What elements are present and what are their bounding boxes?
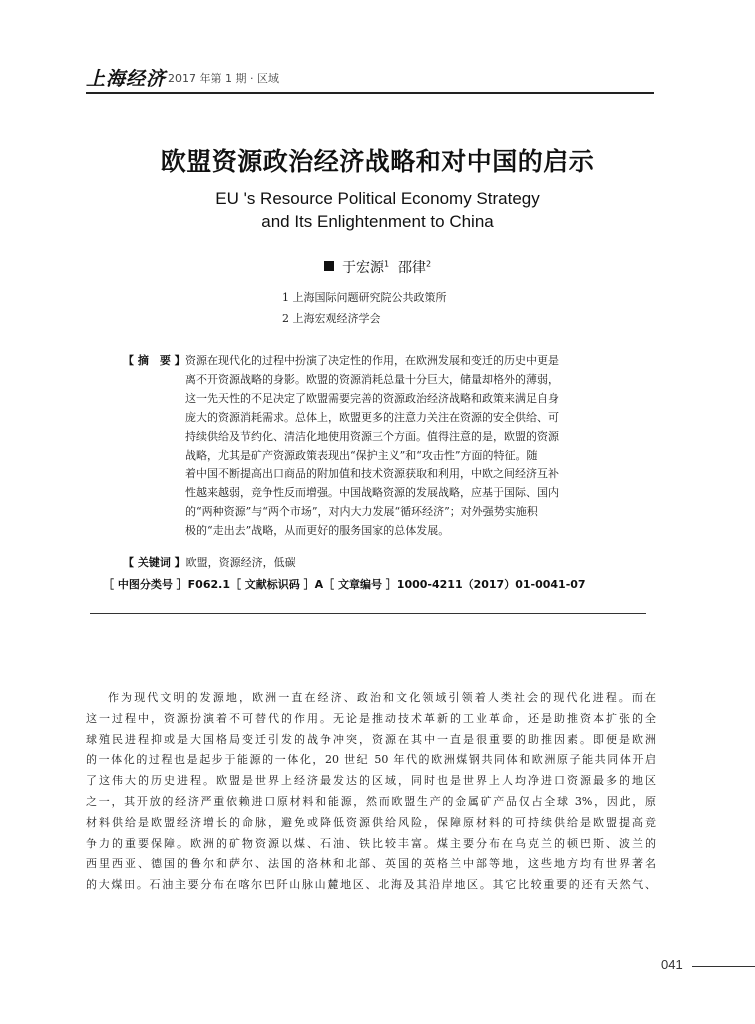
keywords — [123, 554, 296, 570]
body-line: 西里西亚、德国的鲁尔和萨尔、法国的洛林和北部、英国的英格兰中部等地，这些地方均有世界著名 — [86, 857, 656, 871]
body-line: 这一过程中，资源扮演着不可替代的作用。无论是推动技术革新的工业革命，还是助推资本扩张的全 — [86, 711, 656, 725]
abstract-line: 性越来越弱，竞争性反而增强。中国战略资源的发展战略，应基于国际、国内 — [185, 486, 559, 500]
title-english-line-2: and Its Enlightenment to China — [261, 212, 494, 231]
affiliation-1: 1 上海国际问题研究院公共政策所 — [282, 291, 447, 304]
running-header — [86, 64, 654, 94]
body-line: 球殖民进程抑或是大国格局变迁引发的战争冲突，资源在其中一直是很重要的助推因素。即便是欧洲 — [86, 732, 656, 746]
issue-info: 2017 年第 1 期 · 区域 — [168, 72, 279, 85]
title-chinese: 欧盟资源政治经济战略和对中国的启示 — [160, 147, 595, 176]
abstract-line: 这一先天性的不足决定了欧盟需要完善的资源政治经济战略和政策来满足自身 — [185, 391, 559, 405]
authors — [0, 257, 755, 277]
author-1: 于宏源 — [341, 260, 384, 276]
abstract-line: 着中国不断提高出口商品的附加值和技术资源获取和利用，中欧之间经济互补 — [185, 467, 559, 481]
classification-line: ［ 中图分类号 ］F062.1［ 文献标识码 ］A［ 文章编号 ］1000-4211（2017）01-0041-07 — [103, 578, 586, 591]
affiliation-2: 2 上海宏观经济学会 — [282, 312, 381, 325]
footer-rule — [692, 966, 755, 967]
abstract-line: 庞大的资源消耗需求。总体上，欧盟更多的注意力关注在资源的安全供给、可 — [185, 410, 559, 424]
body-line: 争力的重要保障。欧洲的矿物资源以煤、石油、铁比较丰富。煤主要分布在乌克兰的顿巴斯、波兰的 — [86, 836, 656, 850]
abstract — [123, 352, 643, 541]
body-text — [86, 688, 656, 896]
keywords-text: 欧盟，资源经济，低碳 — [185, 556, 296, 569]
header-rule — [86, 92, 654, 94]
body-line: 的一体化的过程也是起步于能源的一体化，20 世纪 50 年代的欧洲煤钢共同体和欧洲原子能共同体开启 — [86, 753, 656, 767]
author-2: 邵律 — [397, 260, 426, 276]
body-line: 了这伟大的历史进程。欧盟是世界上经济最发达的区域，同时也是世界上人均净进口资源最多的地区 — [86, 774, 656, 788]
abstract-line: 持续供给及节约化、清洁化地使用资源三个方面。值得注意的是，欧盟的资源 — [185, 429, 559, 443]
section-divider — [90, 613, 646, 614]
title-english — [0, 187, 755, 233]
abstract-line: 战略，尤其是矿产资源政策表现出“保护主义”和“攻击性”方面的特征。随 — [185, 448, 538, 462]
abstract-line: 极的“走出去”战略，从而更好的服务国家的总体发展。 — [185, 524, 450, 538]
abstract-label: 【 摘 要 】 — [123, 354, 186, 367]
square-bullet-icon — [324, 261, 334, 271]
abstract-line: 离不开资源战略的身影。欧盟的资源消耗总量十分巨大，储量却格外的薄弱， — [185, 372, 559, 386]
author-2-sup: 2 — [425, 259, 432, 269]
author-1-sup: 1 — [383, 259, 390, 269]
body-line: 材料供给是欧盟经济增长的命脉，避免或降低资源供给风险，保障原材料的可持续供给是欧盟提高竞 — [86, 815, 656, 829]
abstract-line-1: 【 摘 要 】资源在现代化的过程中扮演了决定性的作用，在欧洲发展和变迁的历史中更是 — [123, 352, 643, 371]
keywords-label: 【 关键词 】 — [123, 556, 186, 569]
body-line: 作为现代文明的发源地，欧洲一直在经济、政治和文化领域引领着人类社会的现代化进程。而在 — [108, 691, 656, 704]
body-line: 之一，其开放的经济严重依赖进口原材料和能源，然而欧盟生产的金属矿产品仅占全球 3%，因此，原 — [86, 794, 656, 808]
title-english-line-1: EU 's Resource Political Economy Strategy — [215, 189, 540, 208]
body-line: 的大煤田。石油主要分布在喀尔巴阡山脉山麓地区、北海及其沿岸地区。其它比较重要的还有天然气、 — [86, 878, 656, 892]
abstract-line: 的“两种资源”与“两个市场”，对内大力发展“循环经济”；对外强势实施积 — [185, 505, 538, 519]
page-number: 041 — [661, 957, 683, 972]
journal-brand: 上海经济 — [86, 68, 167, 90]
